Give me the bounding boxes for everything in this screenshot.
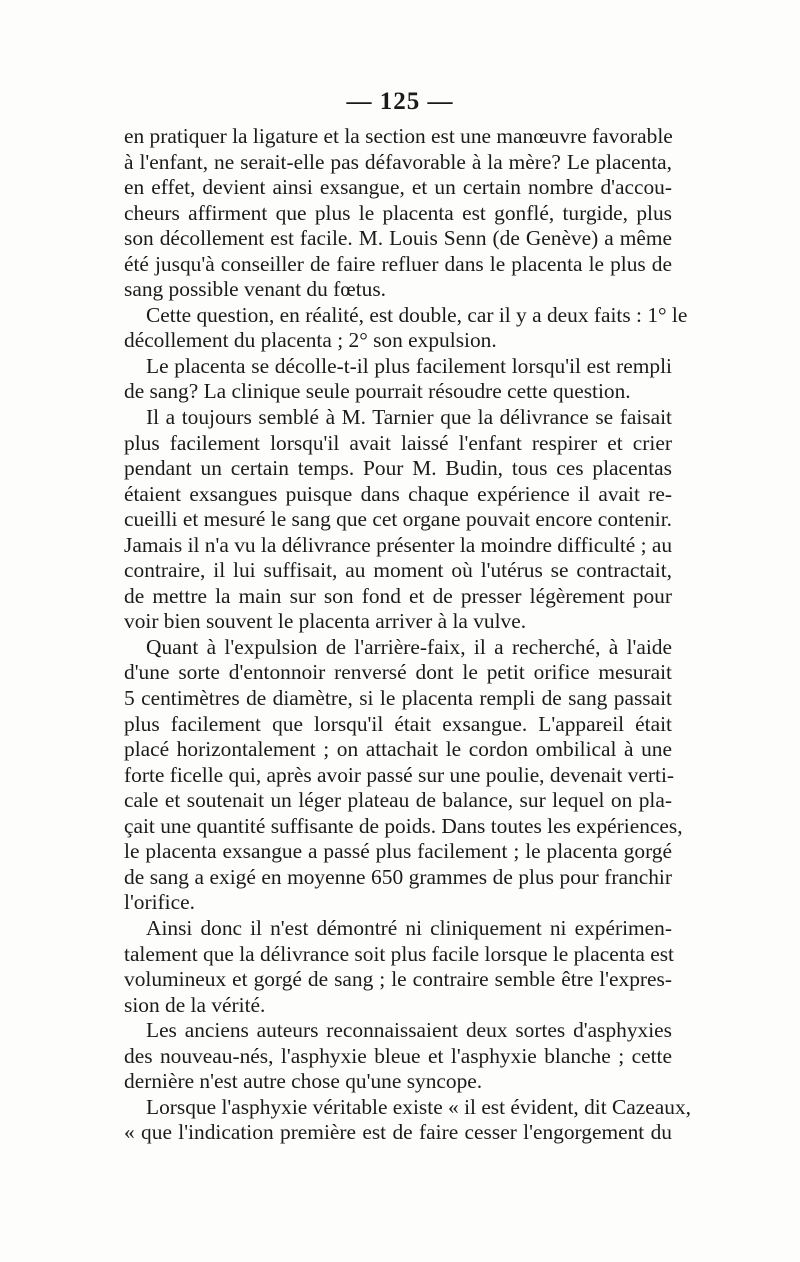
text-line: Quant à l'expulsion de l'arrière-faix, il a recherché, à l'aide — [146, 634, 672, 659]
text-line: 5 centimètres de diamètre, si le placenta rempli de sang passait — [124, 686, 672, 711]
text-line: talement que la délivrance soit plus facile lorsque le placenta est — [124, 941, 674, 966]
text-line: des nouveau-nés, l'asphyxie bleue et l'asphyxie blanche ; cette — [124, 1043, 672, 1068]
text-line: Les anciens auteurs reconnaissaient deux sortes d'asphyxies — [146, 1018, 672, 1043]
text-line: volumineux et gorgé de sang ; le contraire semble être l'expres- — [124, 967, 672, 992]
text-line: décollement du placenta ; 2° son expulsion. — [124, 328, 497, 353]
text-line: Ainsi donc il n'est démontré ni cliniquement ni expérimen- — [146, 915, 672, 940]
text-line: de sang a exigé en moyenne 650 grammes de plus pour franchir — [124, 864, 672, 889]
text-line: placé horizontalement ; on attachait le cordon ombilical à une — [124, 737, 672, 762]
text-line: l'orifice. — [124, 890, 195, 915]
text-line: plus facilement que lorsqu'il était exsangue. L'appareil était — [124, 711, 672, 736]
text-line: été jusqu'à conseiller de faire refluer dans le placenta le plus de — [124, 251, 672, 276]
text-line: voir bien souvent le placenta arriver à la vulve. — [124, 609, 527, 634]
text-line: d'une sorte d'entonnoir renversé dont le petit orifice mesurait — [124, 660, 672, 685]
text-line: cale et soutenait un léger plateau de balance, sur lequel on pla- — [124, 788, 672, 813]
page-number: — 125 — — [346, 88, 454, 115]
text-line: « que l'indication première est de faire cesser l'engorgement du — [124, 1120, 672, 1145]
text-line: çait une quantité suffisante de poids. Dans toutes les expériences, — [124, 813, 683, 838]
text-line: de mettre la main sur son fond et de presser légèrement pour — [124, 583, 672, 608]
text-line: en effet, devient ainsi exsangue, et un certain nombre d'accou- — [124, 175, 672, 200]
text-line: forte ficelle qui, après avoir passé sur une poulie, devenait verti- — [124, 762, 675, 787]
text-line: sang possible venant du fœtus. — [124, 277, 387, 302]
text-line: cueilli et mesuré le sang que cet organe pouvait encore contenir. — [124, 507, 672, 532]
text-line: Jamais il n'a vu la délivrance présenter la moindre difficulté ; au — [124, 532, 673, 557]
text-line: contraire, il lui suffisait, au moment où l'utérus se contractait, — [124, 558, 672, 583]
text-line: Lorsque l'asphyxie véritable existe « il est évident, dit Cazeaux, — [146, 1094, 691, 1119]
text-line: Le placenta se décolle-t-il plus facilement lorsqu'il est rempli — [146, 353, 672, 378]
text-line: en pratiquer la ligature et la section est une manœuvre favorable — [124, 124, 673, 148]
text-line: sion de la vérité. — [124, 992, 266, 1017]
text-line: étaient exsangues puisque dans chaque expérience il avait re- — [124, 481, 672, 506]
text-line: de sang? La clinique seule pourrait résoudre cette question. — [124, 379, 631, 404]
text-line: plus facilement lorsqu'il avait laissé l'enfant respirer et crier — [124, 430, 672, 455]
text-line: pendant un certain temps. Pour M. Budin, tous ces placentas — [124, 456, 672, 481]
text-line: à l'enfant, ne serait-elle pas défavorable à la mère? Le placenta, — [124, 149, 672, 174]
text-line: Il a toujours semblé à M. Tarnier que la délivrance se faisait — [146, 405, 672, 430]
text-line: dernière n'est autre chose qu'une syncope. — [124, 1069, 483, 1094]
page-body — [124, 124, 691, 1146]
text-line: le placenta exsangue a passé plus facilement ; le placenta gorgé — [124, 839, 672, 864]
text-line: Cette question, en réalité, est double, car il y a deux faits : 1° le — [146, 302, 688, 327]
text-line: cheurs affirment que plus le placenta est gonflé, turgide, plus — [124, 200, 672, 225]
text-line: son décollement est facile. M. Louis Senn (de Genève) a même — [124, 226, 672, 251]
